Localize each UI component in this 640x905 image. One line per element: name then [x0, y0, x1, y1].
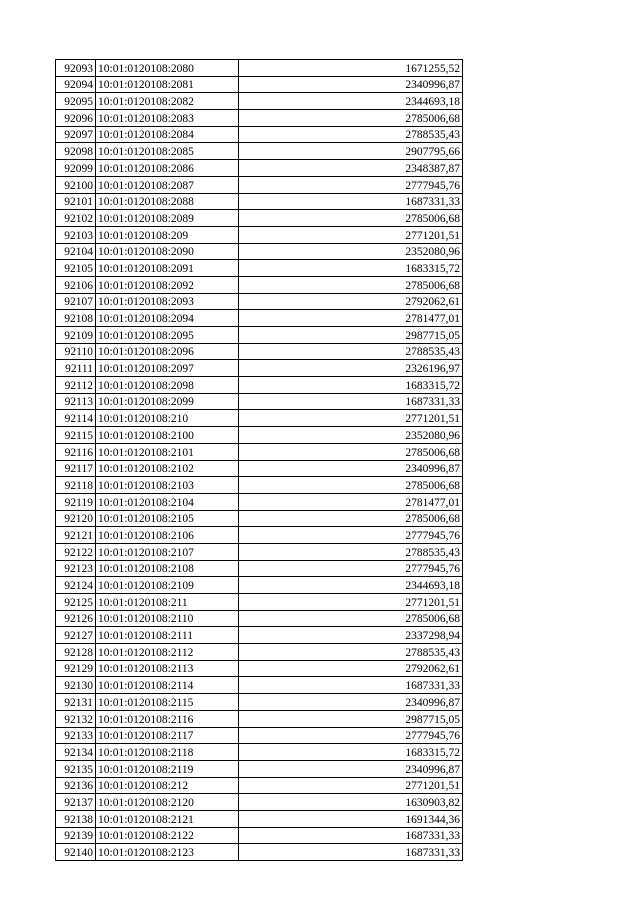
cadastral-value-cell: 2777945,76: [239, 727, 463, 744]
cadastral-value-cell: 2340996,87: [239, 76, 463, 93]
table-row: [56, 126, 463, 143]
cadastral-value-cell: 2777945,76: [239, 176, 463, 193]
table-row: [56, 360, 463, 377]
cadastral-number-cell: 10:01:0120108:2099: [96, 393, 239, 410]
row-number-cell: 92109: [56, 327, 96, 344]
cadastral-number-cell: 10:01:0120108:2112: [96, 644, 239, 661]
cadastral-value-cell: 1683315,72: [239, 744, 463, 761]
cadastral-number-cell: 10:01:0120108:2098: [96, 377, 239, 394]
row-number-cell: 92093: [56, 60, 96, 77]
cadastral-value-cell: 2785006,68: [239, 276, 463, 293]
table-row: [56, 427, 463, 444]
row-number-cell: 92128: [56, 644, 96, 661]
cadastral-number-cell: 10:01:0120108:2108: [96, 560, 239, 577]
table-row: [56, 460, 463, 477]
cadastral-value-cell: 2771201,51: [239, 594, 463, 611]
table-row: [56, 710, 463, 727]
cadastral-number-cell: 10:01:0120108:209: [96, 226, 239, 243]
table-row: [56, 543, 463, 560]
row-number-cell: 92138: [56, 810, 96, 827]
row-number-cell: 92105: [56, 260, 96, 277]
table-row: [56, 627, 463, 644]
cadastral-number-cell: 10:01:0120108:2085: [96, 143, 239, 160]
cadastral-number-cell: 10:01:0120108:2114: [96, 677, 239, 694]
table-row: [56, 176, 463, 193]
cadastral-number-cell: 10:01:0120108:2113: [96, 660, 239, 677]
cadastral-value-cell: 2771201,51: [239, 226, 463, 243]
row-number-cell: 92136: [56, 777, 96, 794]
cadastral-number-cell: 10:01:0120108:2084: [96, 126, 239, 143]
row-number-cell: 92116: [56, 443, 96, 460]
table-row: [56, 327, 463, 344]
table-row: [56, 260, 463, 277]
cadastral-number-cell: 10:01:0120108:2121: [96, 810, 239, 827]
table-row: [56, 594, 463, 611]
cadastral-value-cell: 2771201,51: [239, 410, 463, 427]
row-number-cell: 92125: [56, 594, 96, 611]
cadastral-number-cell: 10:01:0120108:2080: [96, 60, 239, 77]
row-number-cell: 92130: [56, 677, 96, 694]
cadastral-number-cell: 10:01:0120108:2115: [96, 694, 239, 711]
table-row: [56, 310, 463, 327]
cadastral-value-cell: 2326196,97: [239, 360, 463, 377]
row-number-cell: 92095: [56, 93, 96, 110]
cadastral-value-cell: 2352080,96: [239, 427, 463, 444]
cadastral-number-cell: 10:01:0120108:2097: [96, 360, 239, 377]
cadastral-value-cell: 2344693,18: [239, 577, 463, 594]
cadastral-number-cell: 10:01:0120108:2091: [96, 260, 239, 277]
cadastral-value-cell: 1687331,33: [239, 827, 463, 844]
cadastral-number-cell: 10:01:0120108:2101: [96, 443, 239, 460]
cadastral-value-cell: 2337298,94: [239, 627, 463, 644]
cadastral-value-cell: 2340996,87: [239, 760, 463, 777]
cadastral-number-cell: 10:01:0120108:2103: [96, 477, 239, 494]
row-number-cell: 92117: [56, 460, 96, 477]
table-row: [56, 727, 463, 744]
cadastral-value-cell: 2792062,61: [239, 660, 463, 677]
cadastral-value-cell: 2987715,05: [239, 327, 463, 344]
cadastral-number-cell: 10:01:0120108:2100: [96, 427, 239, 444]
row-number-cell: 92129: [56, 660, 96, 677]
cadastral-value-cell: 2788535,43: [239, 126, 463, 143]
row-number-cell: 92094: [56, 76, 96, 93]
row-number-cell: 92103: [56, 226, 96, 243]
cadastral-value-cell: 1687331,33: [239, 677, 463, 694]
row-number-cell: 92118: [56, 477, 96, 494]
table-row: [56, 610, 463, 627]
table-row: [56, 393, 463, 410]
cadastral-number-cell: 10:01:0120108:212: [96, 777, 239, 794]
cadastral-value-cell: 2785006,68: [239, 477, 463, 494]
row-number-cell: 92140: [56, 844, 96, 861]
cadastral-value-cell: 2781477,01: [239, 493, 463, 510]
row-number-cell: 92133: [56, 727, 96, 744]
cadastral-number-cell: 10:01:0120108:2107: [96, 543, 239, 560]
table-row: [56, 560, 463, 577]
cadastral-value-table: [55, 59, 463, 861]
table-row: [56, 210, 463, 227]
cadastral-value-cell: 2788535,43: [239, 644, 463, 661]
cadastral-number-cell: 10:01:0120108:2106: [96, 527, 239, 544]
table-row: [56, 493, 463, 510]
cadastral-number-cell: 10:01:0120108:2086: [96, 160, 239, 177]
table-row: [56, 160, 463, 177]
row-number-cell: 92119: [56, 493, 96, 510]
cadastral-value-cell: 2340996,87: [239, 694, 463, 711]
row-number-cell: 92098: [56, 143, 96, 160]
table-row: [56, 76, 463, 93]
table-row: [56, 794, 463, 811]
cadastral-value-cell: 2348387,87: [239, 160, 463, 177]
table-row: [56, 193, 463, 210]
table-row: [56, 527, 463, 544]
cadastral-number-cell: 10:01:0120108:2088: [96, 193, 239, 210]
cadastral-number-cell: 10:01:0120108:2117: [96, 727, 239, 744]
row-number-cell: 92108: [56, 310, 96, 327]
table-row: [56, 777, 463, 794]
cadastral-value-cell: 2344693,18: [239, 93, 463, 110]
row-number-cell: 92124: [56, 577, 96, 594]
table-row: [56, 810, 463, 827]
cadastral-value-cell: 2788535,43: [239, 343, 463, 360]
row-number-cell: 92115: [56, 427, 96, 444]
table-row: [56, 744, 463, 761]
table-row: [56, 226, 463, 243]
row-number-cell: 92104: [56, 243, 96, 260]
table-row: [56, 510, 463, 527]
table-row: [56, 276, 463, 293]
table-row: [56, 644, 463, 661]
cadastral-number-cell: 10:01:0120108:2095: [96, 327, 239, 344]
cadastral-number-cell: 10:01:0120108:2110: [96, 610, 239, 627]
cadastral-number-cell: 10:01:0120108:2120: [96, 794, 239, 811]
row-number-cell: 92120: [56, 510, 96, 527]
row-number-cell: 92101: [56, 193, 96, 210]
cadastral-number-cell: 10:01:0120108:2111: [96, 627, 239, 644]
cadastral-value-cell: 2788535,43: [239, 543, 463, 560]
row-number-cell: 92096: [56, 110, 96, 127]
cadastral-value-cell: 2785006,68: [239, 443, 463, 460]
table-row: [56, 293, 463, 310]
cadastral-value-cell: 1687331,33: [239, 193, 463, 210]
cadastral-number-cell: 10:01:0120108:2092: [96, 276, 239, 293]
cadastral-number-cell: 10:01:0120108:2083: [96, 110, 239, 127]
cadastral-number-cell: 10:01:0120108:2094: [96, 310, 239, 327]
cadastral-value-cell: 2785006,68: [239, 210, 463, 227]
table-row: [56, 243, 463, 260]
table-row: [56, 477, 463, 494]
table-row: [56, 377, 463, 394]
cadastral-value-cell: 2352080,96: [239, 243, 463, 260]
cadastral-value-cell: 2792062,61: [239, 293, 463, 310]
table-row: [56, 577, 463, 594]
table-row: [56, 410, 463, 427]
cadastral-number-cell: 10:01:0120108:2082: [96, 93, 239, 110]
cadastral-number-cell: 10:01:0120108:2089: [96, 210, 239, 227]
row-number-cell: 92137: [56, 794, 96, 811]
row-number-cell: 92100: [56, 176, 96, 193]
table-row: [56, 443, 463, 460]
table-row: [56, 93, 463, 110]
cadastral-value-cell: 2781477,01: [239, 310, 463, 327]
cadastral-number-cell: 10:01:0120108:211: [96, 594, 239, 611]
cadastral-number-cell: 10:01:0120108:2109: [96, 577, 239, 594]
cadastral-value-cell: 2785006,68: [239, 610, 463, 627]
row-number-cell: 92113: [56, 393, 96, 410]
cadastral-value-cell: 1687331,33: [239, 393, 463, 410]
cadastral-number-cell: 10:01:0120108:2093: [96, 293, 239, 310]
cadastral-value-cell: 2777945,76: [239, 527, 463, 544]
row-number-cell: 92110: [56, 343, 96, 360]
row-number-cell: 92126: [56, 610, 96, 627]
row-number-cell: 92127: [56, 627, 96, 644]
row-number-cell: 92099: [56, 160, 96, 177]
cadastral-value-cell: 1691344,36: [239, 810, 463, 827]
cadastral-value-cell: 1687331,33: [239, 844, 463, 861]
cadastral-value-cell: 1683315,72: [239, 377, 463, 394]
cadastral-number-cell: 10:01:0120108:2096: [96, 343, 239, 360]
cadastral-number-cell: 10:01:0120108:2102: [96, 460, 239, 477]
table-row: [56, 60, 463, 77]
cadastral-number-cell: 10:01:0120108:2116: [96, 710, 239, 727]
row-number-cell: 92139: [56, 827, 96, 844]
cadastral-value-cell: 2771201,51: [239, 777, 463, 794]
cadastral-number-cell: 10:01:0120108:2090: [96, 243, 239, 260]
table-row: [56, 844, 463, 861]
cadastral-number-cell: 10:01:0120108:2118: [96, 744, 239, 761]
table-body: [56, 60, 463, 861]
row-number-cell: 92106: [56, 276, 96, 293]
row-number-cell: 92134: [56, 744, 96, 761]
cadastral-value-cell: 2340996,87: [239, 460, 463, 477]
row-number-cell: 92111: [56, 360, 96, 377]
row-number-cell: 92122: [56, 543, 96, 560]
row-number-cell: 92135: [56, 760, 96, 777]
table-row: [56, 677, 463, 694]
table-row: [56, 694, 463, 711]
row-number-cell: 92123: [56, 560, 96, 577]
cadastral-number-cell: 10:01:0120108:2123: [96, 844, 239, 861]
cadastral-number-cell: 10:01:0120108:2119: [96, 760, 239, 777]
table-row: [56, 343, 463, 360]
cadastral-value-cell: 2785006,68: [239, 110, 463, 127]
cadastral-number-cell: 10:01:0120108:2081: [96, 76, 239, 93]
table-row: [56, 760, 463, 777]
cadastral-number-cell: 10:01:0120108:2104: [96, 493, 239, 510]
cadastral-number-cell: 10:01:0120108:2105: [96, 510, 239, 527]
row-number-cell: 92112: [56, 377, 96, 394]
table-row: [56, 660, 463, 677]
cadastral-value-cell: 1671255,52: [239, 60, 463, 77]
cadastral-number-cell: 10:01:0120108:2087: [96, 176, 239, 193]
row-number-cell: 92102: [56, 210, 96, 227]
cadastral-number-cell: 10:01:0120108:210: [96, 410, 239, 427]
table-row: [56, 143, 463, 160]
row-number-cell: 92107: [56, 293, 96, 310]
table-row: [56, 110, 463, 127]
row-number-cell: 92131: [56, 694, 96, 711]
row-number-cell: 92121: [56, 527, 96, 544]
cadastral-number-cell: 10:01:0120108:2122: [96, 827, 239, 844]
row-number-cell: 92132: [56, 710, 96, 727]
row-number-cell: 92114: [56, 410, 96, 427]
row-number-cell: 92097: [56, 126, 96, 143]
table-row: [56, 827, 463, 844]
cadastral-value-cell: 1683315,72: [239, 260, 463, 277]
cadastral-value-cell: 2785006,68: [239, 510, 463, 527]
cadastral-value-cell: 1630903,82: [239, 794, 463, 811]
cadastral-value-cell: 2777945,76: [239, 560, 463, 577]
cadastral-value-cell: 2987715,05: [239, 710, 463, 727]
cadastral-value-cell: 2907795,66: [239, 143, 463, 160]
